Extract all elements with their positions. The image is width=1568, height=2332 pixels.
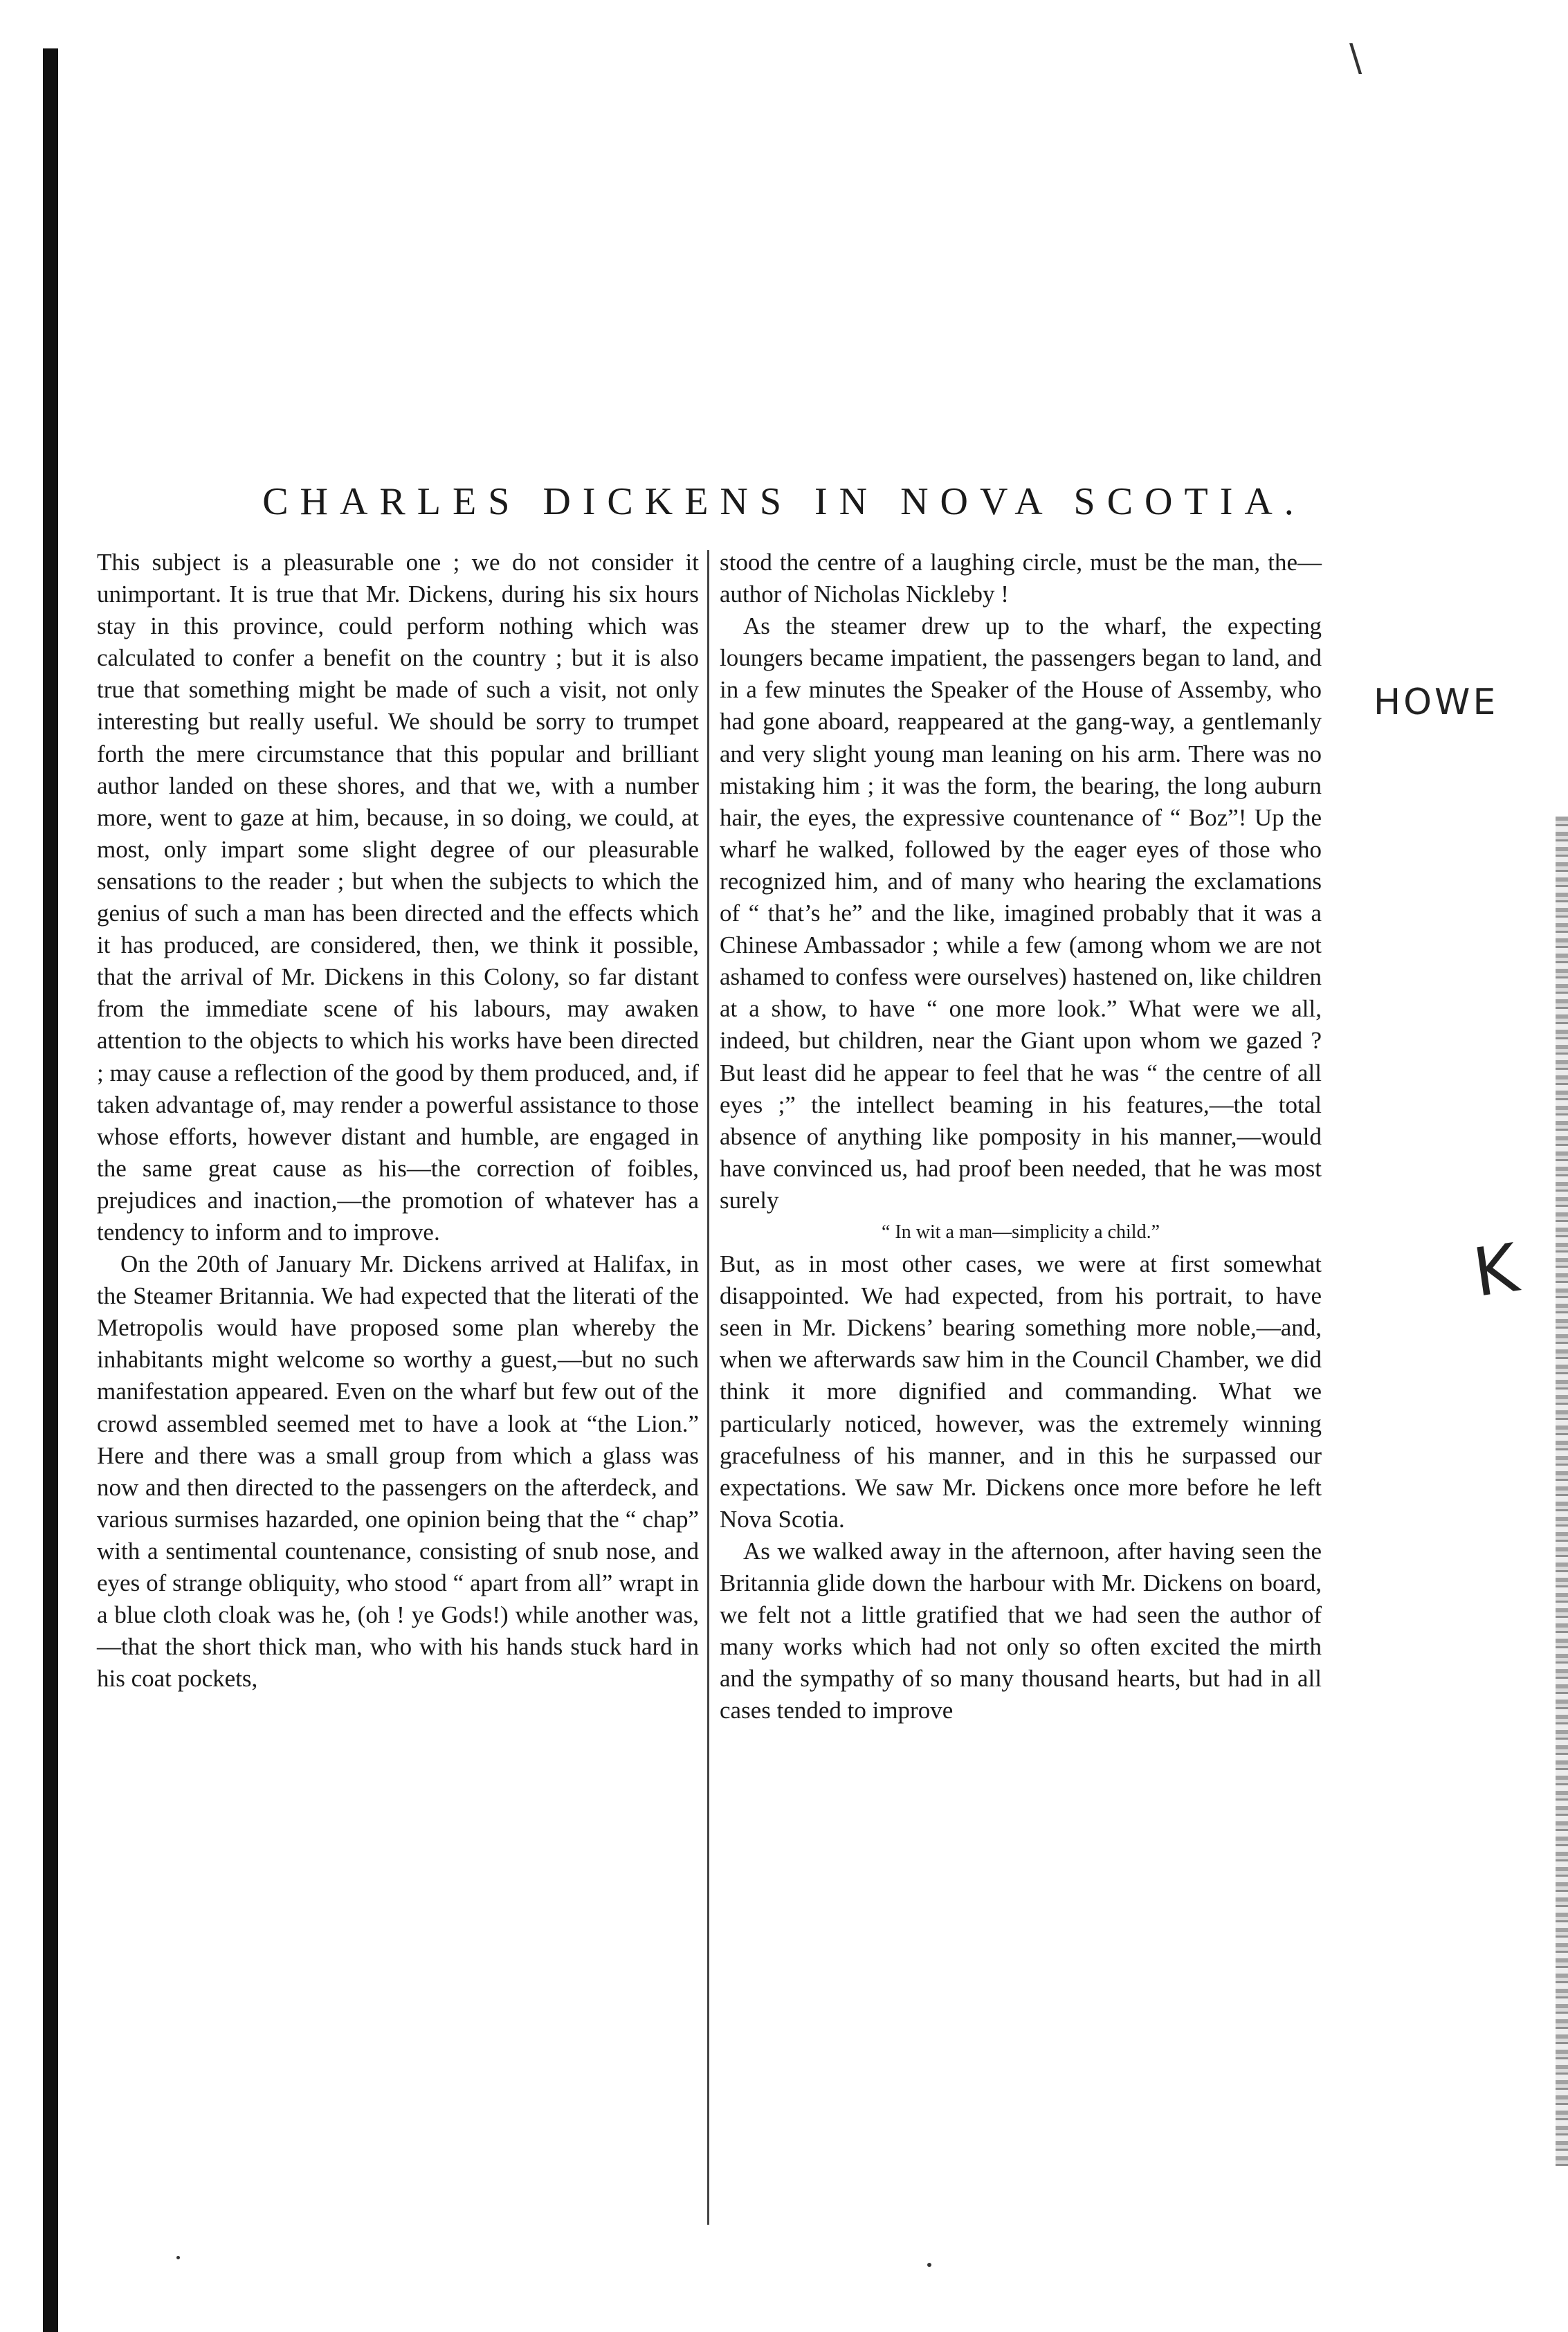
left-column (97, 547, 699, 1695)
page-edge-shadow (1556, 817, 1568, 2166)
scan-speck (176, 2256, 180, 2259)
right-paragraph-4: As we walked away in the afternoon, after having seen the Britannia glide down the harbour with Mr. Dickens on board, we felt not a little gratified that we had seen the author of many works which had not only so often excited the mirth and the sympathy of so many thousand hearts, but had in all cases tended to improve (720, 1537, 1322, 1724)
handwritten-note-howe: HOWE (1374, 682, 1499, 723)
right-column (720, 547, 1322, 1727)
scan-speck (927, 2263, 931, 2267)
right-paragraph-1: stood the centre of a laughing circle, must be the man, the—author of Nicholas Nickleby ! (720, 549, 1322, 608)
right-paragraph-2: As the steamer drew up to the wharf, the expecting loungers became impatient, the passengers began to land, and in a few minutes the Speaker of the House of Assemby, who had gone aboard, reappeared at the gang-way, a gentlemanly and very slight young man leaning on his arm. There was no mistaking him ; it was the form, the bearing, the long auburn hair, the eyes, the expressive countenance of “ Boz”! Up the wharf he walked, followed by the eager eyes of those who recognized him, and of many who hearing the exclamations of “ that’s he” and the like, imagined probably that it was a Chinese Ambassador ; while a few (among whom we are not ashamed to confess were ourselves) hastened on, like children at a show, to have “ one more look.” What were we all, indeed, but children, near the Giant upon whom we gazed ? But least did he appear to feel that he was “ the centre of all eyes ;” the intellect beaming in his features,—the total absence of anything like pomposity in his manner,—would have convinced us, had proof been needed, that he was most surely (720, 612, 1322, 1214)
left-paragraph-2: On the 20th of January Mr. Dickens arrived at Halifax, in the Steamer Britannia. We had expected that the literati of the Metropolis would have proposed some plan whereby the inhabitants might welcome so worthy a guest,—but no such manifestation appeared. Even on the wharf but few out of the crowd assembled seemed met to have a look at “the Lion.” Here and there was a small group from which a glass was now and then directed to the passengers on the afterdeck, and various surmises hazarded, one opinion being that the “ chap” with a sentimental countenance, consisting of snub nose, and eyes of strange obliquity, who stood “ apart from all” wrapt in a blue cloth cloak was he, (oh ! ye Gods!) while another was,—that the short thick man, who with his hands stuck hard in his coat pockets, (97, 1250, 699, 1693)
article-title: CHARLES DICKENS IN NOVA SCOTIA. (262, 480, 1306, 523)
right-paragraph-3: But, as in most other cases, we were at first somewhat disappointed. We had expected, from his portrait, to have seen in Mr. Dickens’ bearing something more noble,—and, when we afterwards saw him in the Council Chamber, we did think it more dignified and commanding. What we particularly noticed, however, was the extremely winning gracefulness of his manner, and in this he surpassed our expectations. We saw Mr. Dickens once more before he left Nova Scotia. (720, 1250, 1322, 1533)
handwritten-note-k: K (1468, 1229, 1523, 1312)
corner-mark: \ (1349, 36, 1362, 80)
block-quote: “ In wit a man—simplicity a child.” (881, 1221, 1160, 1243)
column-divider (707, 550, 709, 2225)
left-paragraph-1: This subject is a pleasurable one ; we do not consider it unimportant. It is true that Mr. Dickens, during his six hours stay in this province, could perform nothing which was calculated to confer a benefit on the country ; but it is also true that something might be made of such a visit, not only interesting but really useful. We should be sorry to trumpet forth the mere circumstance that this popular and brilliant author landed on these shores, and that we, with a number more, went to gaze at him, because, in so doing, we could, at most, only impart some slight degree of our pleasurable sensations to the reader ; but when the subjects to which the genius of such a man has been directed and the effects which it has produced, are considered, then, we think it possible, that the arrival of Mr. Dickens in this Colony, so far distant from the immediate scene of his labours, may awaken attention to the objects to which his works have been directed ; may cause a reflection of the good by them produced, and, if taken advantage of, may render a powerful assistance to those whose efforts, however distant and humble, are engaged in the same great cause as his—the correction of foibles, prejudices and inaction,—the promotion of whatever has a tendency to inform and to improve. (97, 549, 699, 1246)
binding-edge (43, 48, 58, 2332)
